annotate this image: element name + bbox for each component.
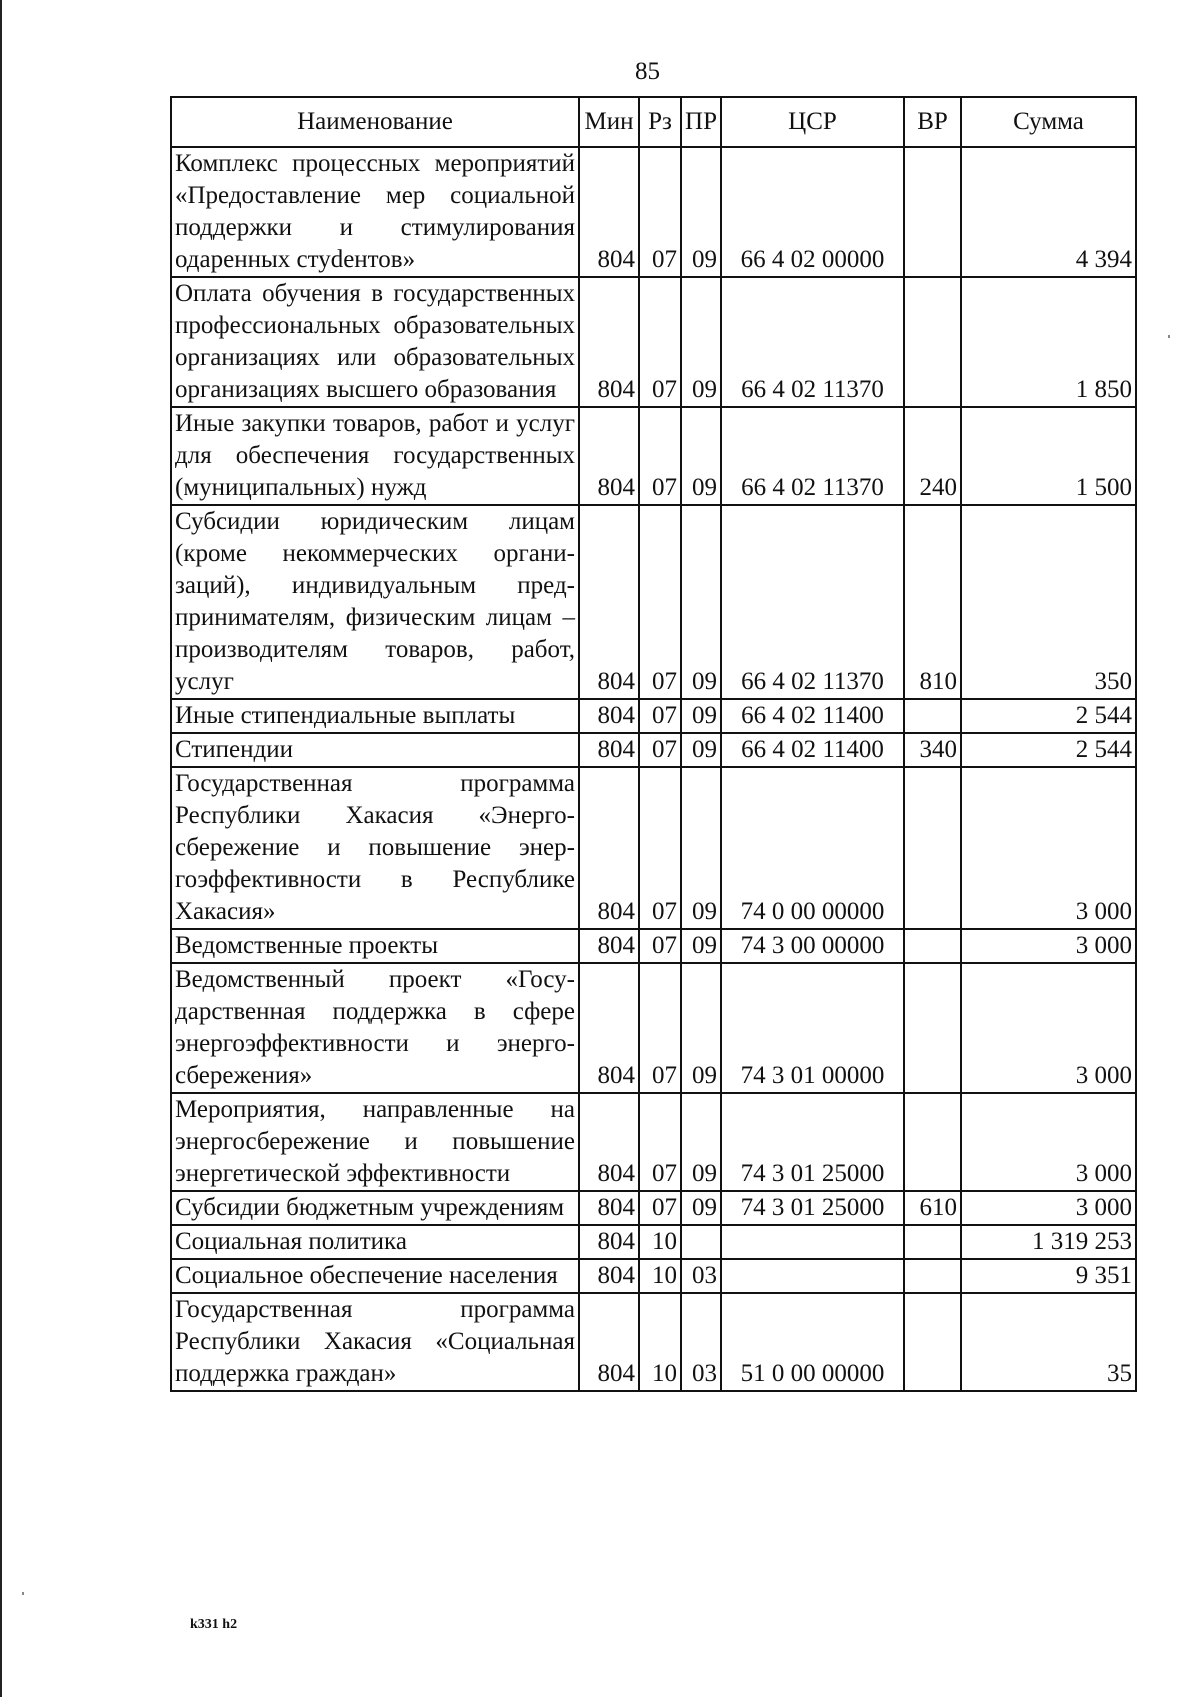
table-row: [171, 1293, 1136, 1391]
cell-rz: 10: [639, 1225, 681, 1259]
scan-speck: [1168, 335, 1170, 338]
cell-sum: 3 000: [961, 929, 1136, 963]
cell-vr: 240: [904, 407, 961, 505]
cell-name: Комплекс процессных мероприятий «Предоставление мер социальной поддержки и стимулирования одаренных стуdентов»: [171, 147, 579, 277]
cell-vr: [904, 1225, 961, 1259]
cell-rz: 10: [639, 1293, 681, 1391]
cell-csr: 66 4 02 11400: [721, 733, 904, 767]
cell-rz: 07: [639, 277, 681, 407]
cell-min: 804: [579, 733, 639, 767]
table-row: [171, 1225, 1136, 1259]
col-name-header: Наименование: [171, 97, 579, 147]
cell-min: 804: [579, 963, 639, 1093]
table-row: [171, 147, 1136, 277]
scan-speck: [22, 1592, 24, 1595]
cell-name: Государственная программа Республики Хакасия «Социальная поддержка граждан»: [171, 1293, 579, 1391]
cell-name: Мероприятия, направленные на энергосбережение и повышение энергетической эффективности: [171, 1093, 579, 1191]
cell-sum: 4 394: [961, 147, 1136, 277]
cell-rz: 07: [639, 767, 681, 929]
cell-csr: 74 3 00 00000: [721, 929, 904, 963]
cell-min: 804: [579, 699, 639, 733]
cell-name: Социальная политика: [171, 1225, 579, 1259]
cell-name: Субсидии бюджетным учреждениям: [171, 1191, 579, 1225]
cell-csr: 74 3 01 25000: [721, 1191, 904, 1225]
cell-vr: [904, 767, 961, 929]
cell-min: 804: [579, 505, 639, 699]
cell-pr: 09: [681, 407, 721, 505]
cell-sum: 2 544: [961, 699, 1136, 733]
cell-vr: [904, 963, 961, 1093]
cell-csr: 51 0 00 00000: [721, 1293, 904, 1391]
cell-sum: 2 544: [961, 733, 1136, 767]
cell-pr: 09: [681, 1093, 721, 1191]
cell-min: 804: [579, 407, 639, 505]
cell-vr: [904, 699, 961, 733]
cell-name: Государственная программа Республики Хакасия «Энергосбережение и повышение энергоэффективности в Республике Хакасия»: [171, 767, 579, 929]
cell-min: 804: [579, 1093, 639, 1191]
cell-min: 804: [579, 1293, 639, 1391]
cell-pr: 09: [681, 699, 721, 733]
cell-vr: [904, 1259, 961, 1293]
cell-name: Оплата обучения в государственных профессиональных образовательных организациях или образовательных организациях высшего образования: [171, 277, 579, 407]
col-sum-header: Сумма: [961, 97, 1136, 147]
cell-csr: 66 4 02 11370: [721, 505, 904, 699]
cell-pr: 09: [681, 733, 721, 767]
table-row: [171, 1259, 1136, 1293]
table-row: [171, 699, 1136, 733]
table-body: [171, 147, 1136, 1391]
cell-min: 804: [579, 929, 639, 963]
cell-csr: [721, 1225, 904, 1259]
cell-vr: [904, 277, 961, 407]
table-row: [171, 963, 1136, 1093]
cell-pr: [681, 1225, 721, 1259]
cell-pr: 03: [681, 1259, 721, 1293]
cell-csr: 66 4 02 11370: [721, 407, 904, 505]
col-min-header: Мин: [579, 97, 639, 147]
cell-sum: 1 500: [961, 407, 1136, 505]
cell-sum: 3 000: [961, 767, 1136, 929]
cell-csr: 66 4 02 00000: [721, 147, 904, 277]
cell-sum: 9 351: [961, 1259, 1136, 1293]
header-row: [171, 97, 1136, 147]
budget-table: [170, 96, 1137, 1392]
cell-rz: 07: [639, 699, 681, 733]
cell-pr: 09: [681, 767, 721, 929]
cell-pr: 09: [681, 505, 721, 699]
cell-sum: 3 000: [961, 1093, 1136, 1191]
cell-sum: 1 319 253: [961, 1225, 1136, 1259]
cell-vr: [904, 147, 961, 277]
table-row: [171, 1191, 1136, 1225]
cell-sum: 35: [961, 1293, 1136, 1391]
cell-min: 804: [579, 1259, 639, 1293]
cell-csr: 66 4 02 11370: [721, 277, 904, 407]
cell-sum: 350: [961, 505, 1136, 699]
cell-rz: 07: [639, 929, 681, 963]
cell-name: Ведомственные проекты: [171, 929, 579, 963]
table-row: [171, 1093, 1136, 1191]
table-row: [171, 407, 1136, 505]
cell-csr: 74 0 00 00000: [721, 767, 904, 929]
cell-vr: 610: [904, 1191, 961, 1225]
cell-min: 804: [579, 767, 639, 929]
footer-code: k331 h2: [190, 1617, 238, 1632]
cell-csr: [721, 1259, 904, 1293]
cell-rz: 07: [639, 733, 681, 767]
cell-csr: 66 4 02 11400: [721, 699, 904, 733]
cell-rz: 10: [639, 1259, 681, 1293]
cell-min: 804: [579, 147, 639, 277]
cell-min: 804: [579, 277, 639, 407]
cell-name: Социальное обеспечение населения: [171, 1259, 579, 1293]
cell-rz: 07: [639, 963, 681, 1093]
page-number: 85: [635, 58, 660, 85]
cell-rz: 07: [639, 407, 681, 505]
cell-pr: 09: [681, 929, 721, 963]
table-row: [171, 767, 1136, 929]
table-row: [171, 929, 1136, 963]
table-row: [171, 277, 1136, 407]
col-csr-header: ЦСР: [721, 97, 904, 147]
cell-name: Ведомственный проект «Государственная поддержка в сфере энергоэффективности и энергосбережения»: [171, 963, 579, 1093]
cell-vr: [904, 1093, 961, 1191]
table-row: [171, 733, 1136, 767]
cell-sum: 3 000: [961, 1191, 1136, 1225]
scan-edge: [0, 0, 2, 1697]
cell-csr: 74 3 01 25000: [721, 1093, 904, 1191]
cell-vr: [904, 929, 961, 963]
table-row: [171, 505, 1136, 699]
cell-sum: 3 000: [961, 963, 1136, 1093]
cell-name: Иные стипендиальные выплаты: [171, 699, 579, 733]
cell-vr: [904, 1293, 961, 1391]
cell-pr: 09: [681, 277, 721, 407]
cell-pr: 09: [681, 1191, 721, 1225]
cell-rz: 07: [639, 1191, 681, 1225]
cell-min: 804: [579, 1191, 639, 1225]
cell-pr: 09: [681, 147, 721, 277]
cell-rz: 07: [639, 147, 681, 277]
cell-sum: 1 850: [961, 277, 1136, 407]
cell-csr: 74 3 01 00000: [721, 963, 904, 1093]
col-rz-header: Рз: [639, 97, 681, 147]
col-vr-header: ВР: [904, 97, 961, 147]
col-pr-header: ПР: [681, 97, 721, 147]
cell-name: Субсидии юридическим лицам (кроме некоммерческих организаций), индивидуальным предпринимателям, физическим лицам – производителям товаров, работ, услуг: [171, 505, 579, 699]
cell-name: Иные закупки товаров, работ и услуг для обеспечения государственных (муниципальных) нужд: [171, 407, 579, 505]
cell-rz: 07: [639, 505, 681, 699]
cell-name: Стипендии: [171, 733, 579, 767]
cell-pr: 03: [681, 1293, 721, 1391]
cell-rz: 07: [639, 1093, 681, 1191]
cell-min: 804: [579, 1225, 639, 1259]
cell-vr: 340: [904, 733, 961, 767]
cell-pr: 09: [681, 963, 721, 1093]
cell-vr: 810: [904, 505, 961, 699]
